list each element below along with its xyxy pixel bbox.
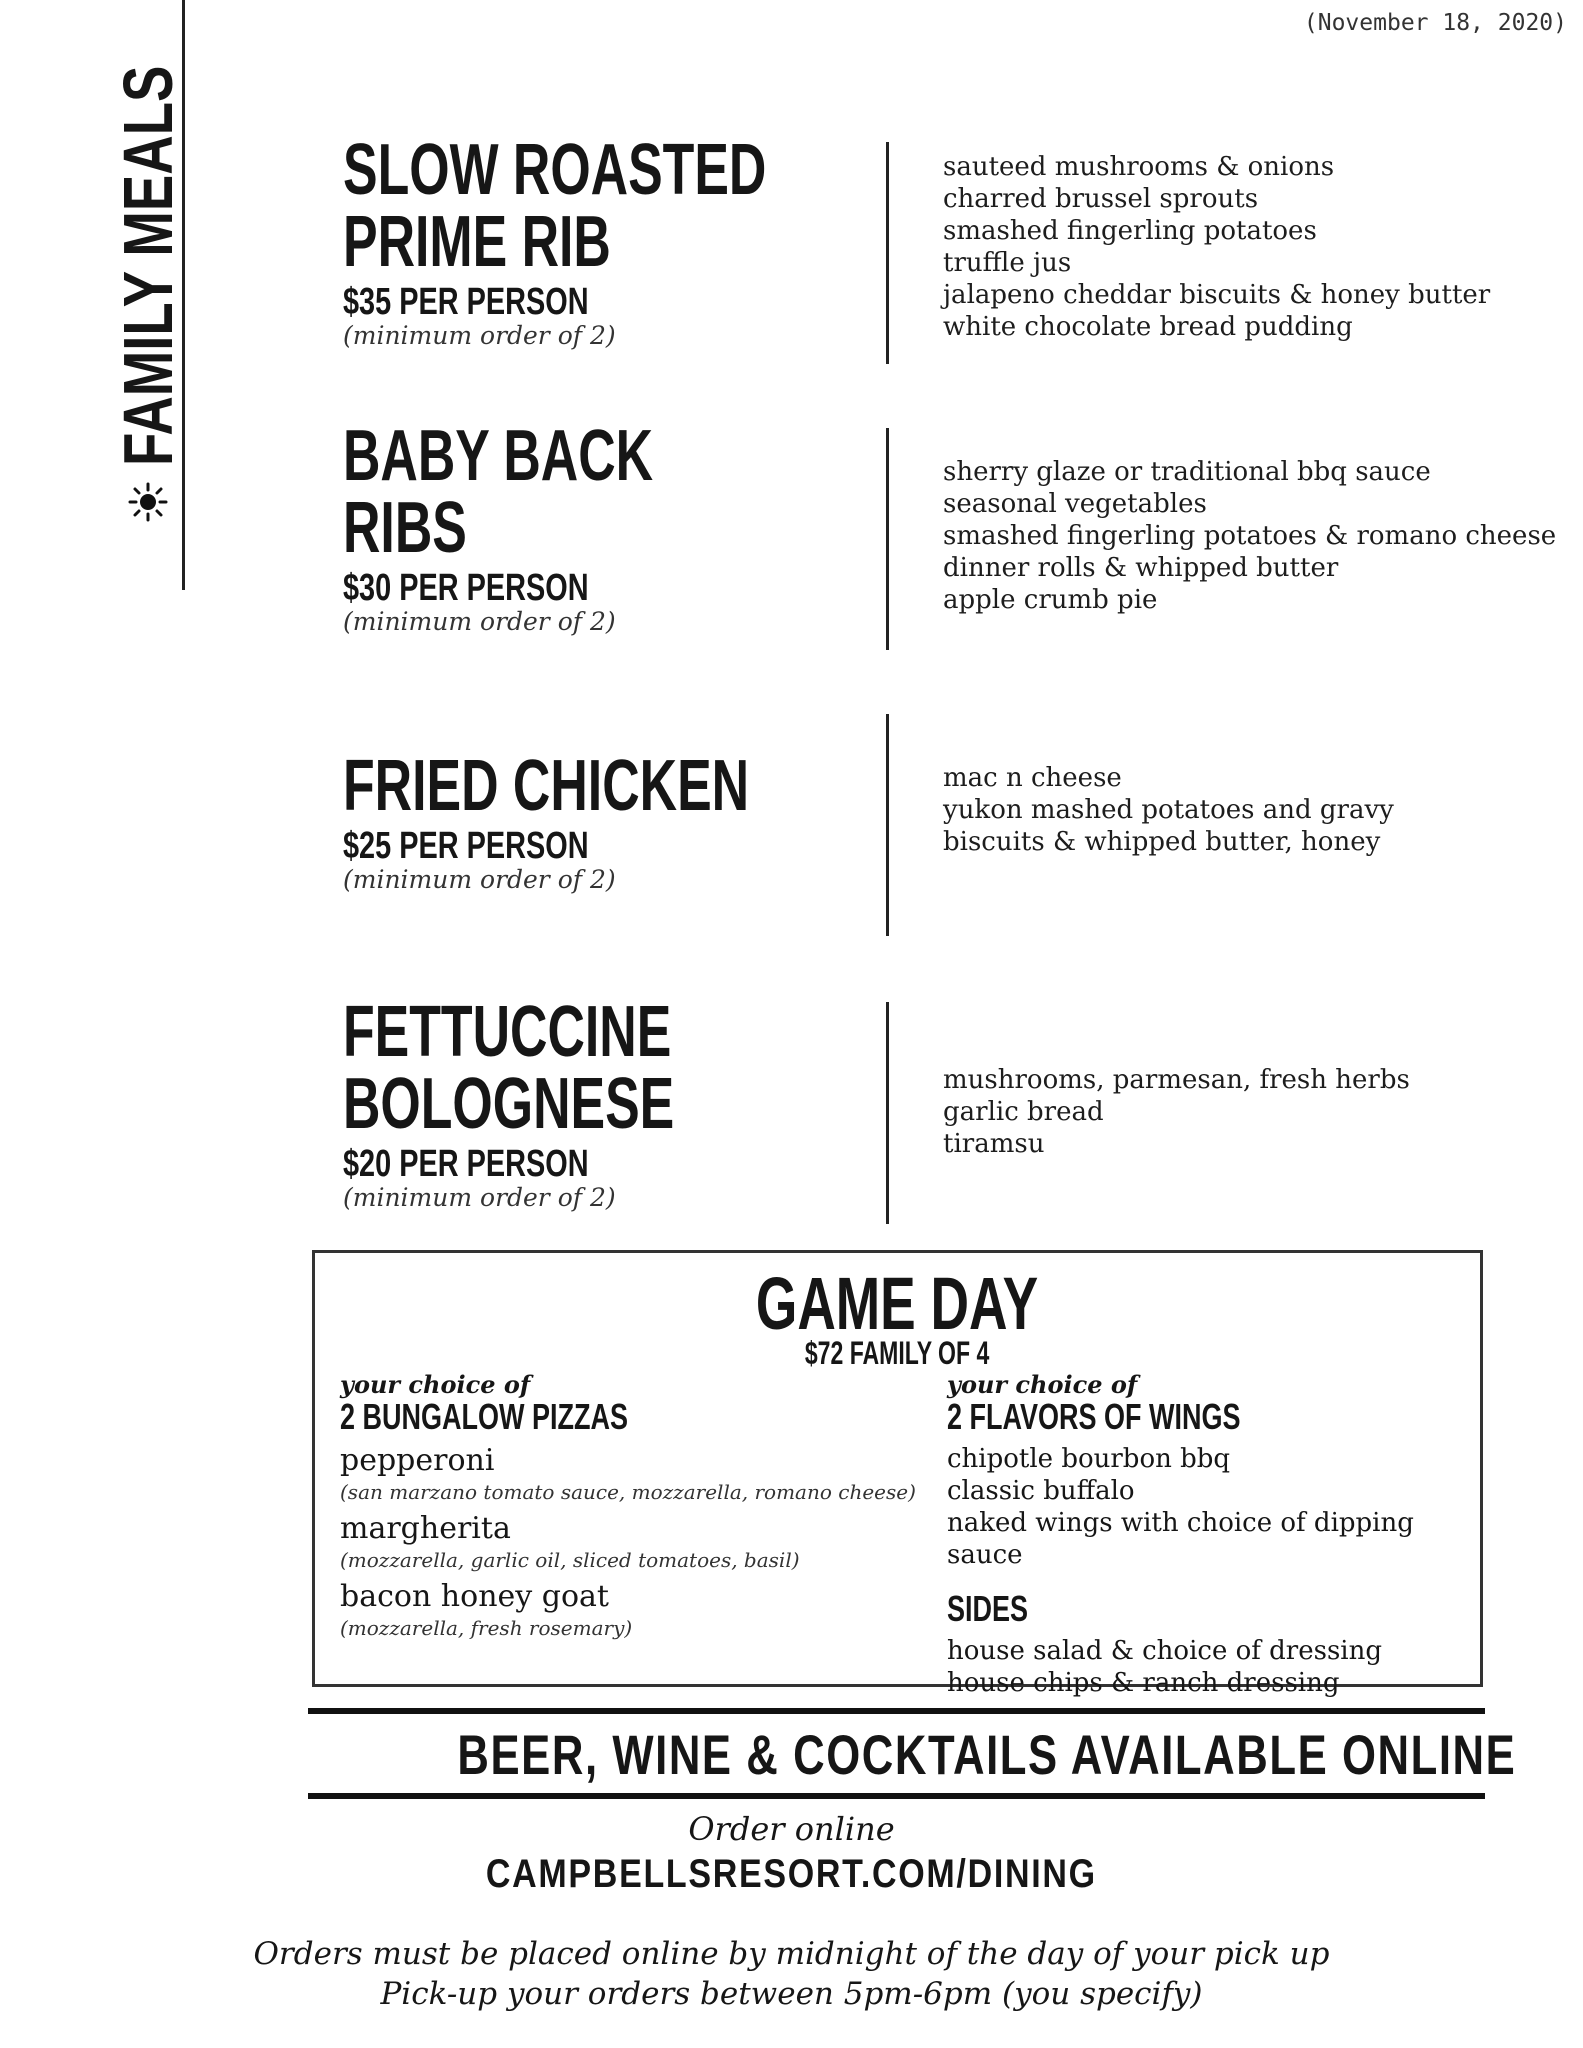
game-day-price: $72 FAMILY OF 4 [805,1335,990,1371]
item-sides [943,762,1543,858]
item-sides [943,456,1557,616]
brand-banner [109,2,187,522]
side-item: jalapeno cheddar biscuits & honey butter [943,280,1491,310]
item-divider [886,428,889,650]
item-price: $25 PER PERSON [343,825,589,867]
pizza-desc: (san marzano tomato sauce, mozzarella, romano cheese) [340,1480,916,1504]
item-name: SLOW ROASTED [343,130,767,210]
side-item: seasonal vegetables [943,489,1207,519]
wing-flavor: chipotle bourbon bbq [947,1444,1231,1474]
drinks-banner-text: BEER, WINE & COCKTAILS AVAILABLE ONLINE [457,1723,1517,1786]
order-note: Orders must be placed online by midnight of the day of your pick up [253,1936,1330,1972]
side-item: smashed fingerling potatoes & romano cheese [943,521,1557,551]
side-item: sauteed mushrooms & onions [943,152,1335,182]
item-price: $30 PER PERSON [343,567,589,609]
pizza-name: bacon honey goat [340,1579,609,1614]
item-sides [943,151,1543,343]
side-item: tiramsu [943,1129,1045,1159]
side-option: house chips & ranch dressing [947,1668,1340,1698]
sides-heading: SIDES [947,1588,1029,1629]
wing-flavor: classic buffalo [947,1476,1135,1506]
pizza-desc: (mozzarella, garlic oil, sliced tomatoes, basil) [340,1548,800,1572]
item-price: $35 PER PERSON [343,281,589,323]
choice-label: your choice of [340,1370,531,1399]
side-item: charred brussel sprouts [943,184,1259,214]
item-name: RIBS [343,488,467,568]
item-name: FETTUCCINE [343,992,672,1072]
side-item: smashed fingerling potatoes [943,216,1317,246]
item-name: FRIED CHICKEN [343,746,750,826]
wings-heading: 2 FLAVORS OF WINGS [947,1396,1241,1437]
menu-item-ribs [343,416,863,636]
wing-flavor: naked wings with choice of dipping sauce [947,1508,1414,1570]
menu-item-bolognese [343,992,863,1212]
item-minimum: (minimum order of 2) [343,865,616,894]
pizza-column [340,1370,940,1641]
item-minimum: (minimum order of 2) [343,607,616,636]
order-url[interactable]: CAMPBELLSRESORT.COM/DINING [486,1852,1097,1896]
date-stamp: (November 18, 2020) [1303,10,1567,36]
order-label: Order online [688,1810,895,1848]
choice-label: your choice of [947,1370,1138,1399]
side-item: sherry glaze or traditional bbq sauce [943,457,1431,487]
item-sides [943,1064,1543,1160]
item-divider [886,714,889,936]
drinks-banner [308,1722,1517,1787]
game-day-title: GAME DAY [756,1262,1039,1345]
game-day-box [312,1250,1483,1698]
side-item: truffle jus [943,248,1072,278]
banner-rule-top [308,1708,1485,1714]
side-option: house salad & choice of dressing [947,1636,1382,1666]
side-item: biscuits & whipped butter, honey [943,827,1381,857]
side-item: garlic bread [943,1097,1104,1127]
side-item: yukon mashed potatoes and gravy [943,795,1394,825]
side-item: mushrooms, parmesan, fresh herbs [943,1065,1410,1095]
menu-item-fried-chicken [343,746,863,894]
sun-icon [128,482,168,522]
item-price: $20 PER PERSON [343,1143,589,1185]
item-divider [886,142,889,364]
item-name: BABY BACK [343,416,654,496]
item-minimum: (minimum order of 2) [343,1183,616,1212]
page-title: FAMILY MEALS [109,65,187,466]
item-divider [886,1002,889,1224]
pizza-desc: (mozzarella, fresh rosemary) [340,1616,633,1640]
banner-rule-bottom [308,1793,1485,1799]
item-name: BOLOGNESE [343,1064,675,1144]
pizza-name: pepperoni [340,1443,495,1478]
side-item: white chocolate bread pudding [943,312,1353,342]
item-minimum: (minimum order of 2) [343,321,616,350]
menu-item-prime-rib [343,130,863,350]
order-url-wrap [0,1852,1583,1897]
item-name: PRIME RIB [343,202,611,282]
side-item: apple crumb pie [943,585,1158,615]
side-item: dinner rolls & whipped butter [943,553,1339,583]
wings-column [947,1370,1467,1699]
pizza-name: margherita [340,1511,511,1546]
pickup-note: Pick-up your orders between 5pm-6pm (you specify) [380,1976,1203,2012]
pizza-heading: 2 BUNGALOW PIZZAS [340,1396,628,1437]
side-item: mac n cheese [943,763,1122,793]
